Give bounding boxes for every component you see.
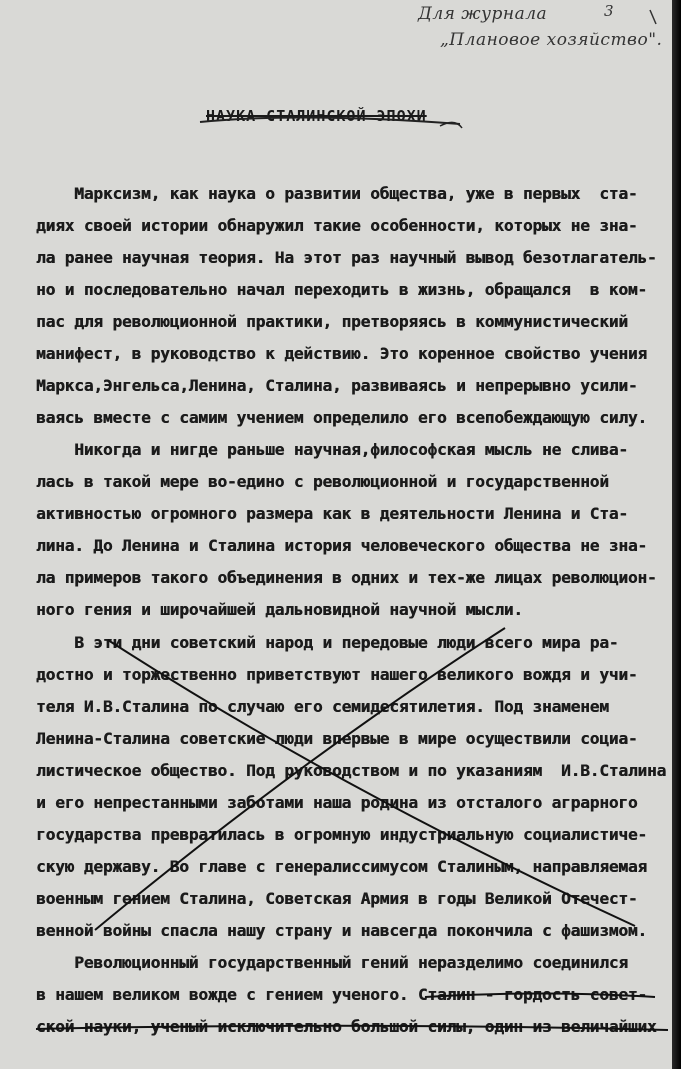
text-line: лина. До Ленина и Сталина история человеческого общества не зна- (36, 536, 647, 555)
text-line: В эти дни советский народ и передовые люди всего мира ра- (36, 633, 619, 652)
text-line: Маркса,Энгельса,Ленина, Сталина, развиваясь и непрерывно усили- (36, 376, 638, 395)
text-line: диях своей истории обнаружил такие особенности, которых не зна- (36, 216, 638, 235)
handwritten-page-number: 3 (604, 2, 615, 20)
text-line: лась в такой мере во-едино с революционной и государственной (36, 472, 609, 491)
text-line: ской науки, ученый исключительно большой силы, один из величайших (36, 1017, 657, 1036)
text-line: в нашем великом вожде с гением ученого. Сталин - гордость совет- (36, 985, 647, 1004)
text-line: активностью огромного размера как в деятельности Ленина и Ста- (36, 504, 628, 523)
text-line: теля И.В.Сталина по случаю его семидесятилетия. Под знаменем (36, 697, 609, 716)
text-line: но и последовательно начал переходить в жизнь, обращался в ком- (36, 280, 647, 299)
text-line: Никогда и нигде раньше научная,философская мысль не слива- (36, 440, 628, 459)
handwritten-note-journal: Для журнала (418, 4, 548, 24)
text-line: листическое общество. Под руководством и по указаниям И.В.Сталина (36, 761, 667, 780)
text-line: государства превратилась в огромную индустриальную социалистиче- (36, 825, 647, 844)
text-line: Ленина-Сталина советские люди впервые в мире осуществили социа- (36, 729, 638, 748)
text-line: ного гения и широчайшей дальновидной научной мысли. (36, 600, 523, 619)
text-line: Революционный государственный гений неразделимо соединился (36, 953, 628, 972)
handwritten-note-journal-name: „Плановое хозяйство". (440, 30, 663, 50)
title-strike-tail (440, 122, 462, 128)
scan-edge (672, 0, 681, 1069)
text-line: ваясь вместе с самим учением определило его всепобеждающую силу. (36, 408, 647, 427)
text-line: и его непрестанными заботами наша родина из отсталого аграрного (36, 793, 638, 812)
document-title: НАУКА СТАЛИНСКОЙ ЭПОХИ (206, 107, 427, 125)
text-line: скую державу. Во главе с генералиссимусом Сталиным, направляемая (36, 857, 647, 876)
text-line: военным гением Сталина, Советская Армия в годы Великой Отечест- (36, 889, 638, 908)
text-line: венной войны спасла нашу страну и навсегда покончила с фашизмом. (36, 921, 647, 940)
text-line: манифест, в руководство к действию. Это коренное свойство учения (36, 344, 647, 363)
text-line: Марксизм, как наука о развитии общества, уже в первых ста- (36, 184, 638, 203)
text-line: ла ранее научная теория. На этот раз научный вывод безотлагатель- (36, 248, 657, 267)
text-line: ла примеров такого объединения в одних и тех-же лицах революцион- (36, 568, 657, 587)
text-line: достно и торжественно приветствуют нашего великого вождя и учи- (36, 665, 638, 684)
text-line: пас для революционной практики, претворяясь в коммунистический (36, 312, 628, 331)
margin-tick (650, 10, 656, 24)
